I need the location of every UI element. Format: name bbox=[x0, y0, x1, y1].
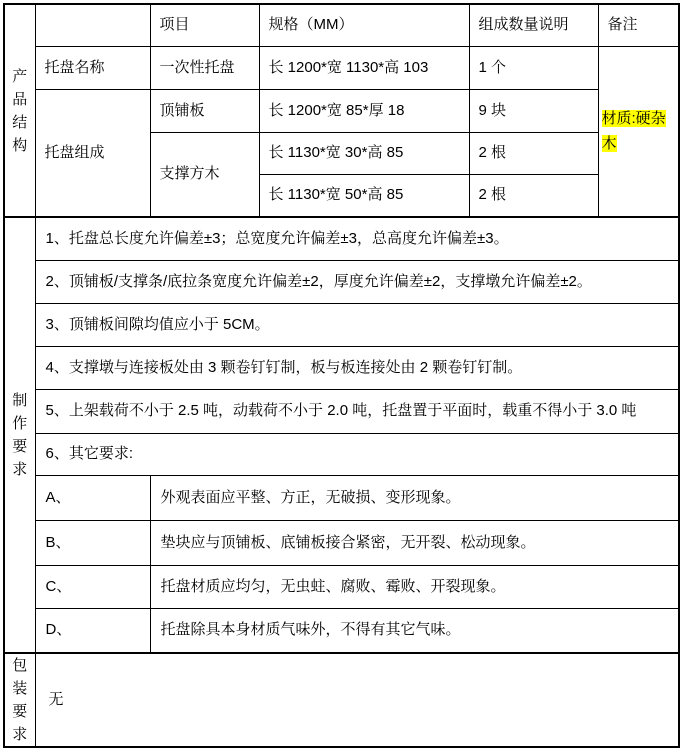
production-req-row-1 bbox=[4, 217, 679, 260]
composition-spec-cell: 长 1130*宽 30*高 85 bbox=[259, 132, 469, 174]
composition-category-cell: 托盘组成 bbox=[35, 89, 150, 217]
header-item-cell: 项目 bbox=[150, 4, 259, 46]
pallet-spec-table bbox=[3, 3, 680, 748]
requirement-text-cell: 6、其它要求: bbox=[35, 433, 679, 475]
production-sub-row-c bbox=[4, 565, 679, 608]
header-qty-cell: 组成数量说明 bbox=[469, 4, 598, 46]
sub-item-key-cell: B、 bbox=[35, 520, 150, 565]
section-label-packaging-requirements bbox=[4, 653, 35, 747]
header-remark-cell: 备注 bbox=[598, 4, 679, 46]
composition-item-cell: 支撑方木 bbox=[150, 132, 259, 217]
section-label-product-structure bbox=[4, 4, 35, 217]
requirement-text-cell: 5、上架载荷不小于 2.5 吨，动载荷不小于 2.0 吨，托盘置于平面时，载重不得小于 3.0 吨 bbox=[35, 389, 679, 433]
section-label-production-requirements bbox=[4, 217, 35, 653]
requirement-text-cell: 3、顶铺板间隙均值应小于 5CM。 bbox=[35, 303, 679, 346]
packaging-content-cell: 无 bbox=[35, 653, 679, 747]
pallet-name-qty-cell: 1 个 bbox=[469, 46, 598, 89]
composition-qty-cell: 2 根 bbox=[469, 132, 598, 174]
production-sub-row-b bbox=[4, 520, 679, 565]
packaging-row bbox=[4, 653, 679, 747]
structure-header-row bbox=[4, 4, 679, 46]
production-req-row-2 bbox=[4, 260, 679, 303]
pallet-name-row bbox=[4, 46, 679, 89]
section-label-text: 产品结构 bbox=[12, 67, 28, 154]
composition-qty-cell: 9 块 bbox=[469, 89, 598, 132]
remark-highlight: 材质:硬杂木 bbox=[601, 110, 666, 153]
composition-spec-cell: 长 1200*宽 85*厚 18 bbox=[259, 89, 469, 132]
production-sub-row-d bbox=[4, 608, 679, 653]
section-label-text: 制作要求 bbox=[12, 392, 28, 478]
requirement-text-cell: 4、支撑墩与连接板处由 3 颗卷钉钉制，板与板连接处由 2 颗卷钉钉制。 bbox=[35, 346, 679, 389]
sub-item-text-cell: 托盘除具本身材质气味外，不得有其它气味。 bbox=[150, 608, 679, 653]
composition-row-top-board bbox=[4, 89, 679, 132]
composition-qty-cell: 2 根 bbox=[469, 174, 598, 217]
requirement-text-cell: 2、顶铺板/支撑条/底拉条宽度允许偏差±2，厚度允许偏差±2，支撑墩允许偏差±2。 bbox=[35, 260, 679, 303]
sub-item-text-cell: 外观表面应平整、方正，无破损、变形现象。 bbox=[150, 475, 679, 520]
pallet-name-spec-cell: 长 1200*宽 1130*高 103 bbox=[259, 46, 469, 89]
remark-cell bbox=[598, 46, 679, 217]
header-spec-cell: 规格（MM） bbox=[259, 4, 469, 46]
production-req-row-5 bbox=[4, 389, 679, 433]
sub-item-key-cell: D、 bbox=[35, 608, 150, 653]
production-req-row-4 bbox=[4, 346, 679, 389]
composition-item-cell: 顶铺板 bbox=[150, 89, 259, 132]
sub-item-text-cell: 托盘材质应均匀，无虫蛀、腐败、霉败、开裂现象。 bbox=[150, 565, 679, 608]
pallet-name-item-cell: 一次性托盘 bbox=[150, 46, 259, 89]
sub-item-key-cell: A、 bbox=[35, 475, 150, 520]
sub-item-key-cell: C、 bbox=[35, 565, 150, 608]
production-sub-row-a bbox=[4, 475, 679, 520]
section-label-text: 包装要求 bbox=[12, 657, 28, 743]
composition-spec-cell: 长 1130*宽 50*高 85 bbox=[259, 174, 469, 217]
pallet-name-category-cell: 托盘名称 bbox=[35, 46, 150, 89]
requirement-text-cell: 1、托盘总长度允许偏差±3；总宽度允许偏差±3，总高度允许偏差±3。 bbox=[35, 217, 679, 260]
sub-item-text-cell: 垫块应与顶铺板、底铺板接合紧密，无开裂、松动现象。 bbox=[150, 520, 679, 565]
production-req-row-6 bbox=[4, 433, 679, 475]
empty-cell bbox=[35, 4, 150, 46]
production-req-row-3 bbox=[4, 303, 679, 346]
